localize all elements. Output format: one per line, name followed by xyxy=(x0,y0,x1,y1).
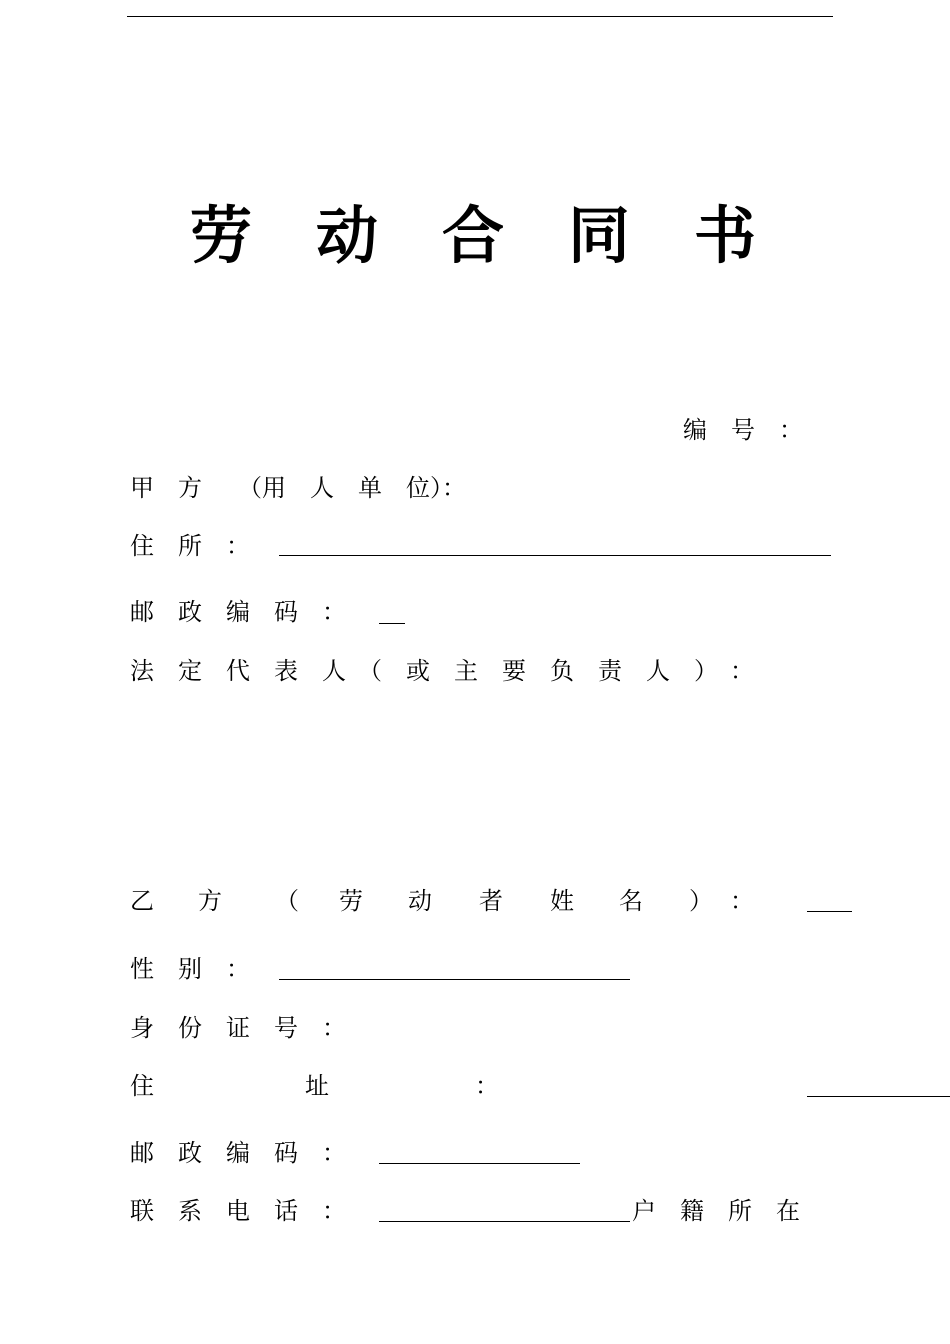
party-a-legal-rep-label: 法 定 代 表 人 （ 或 主 要 负 责 人 ） ： xyxy=(130,657,754,685)
party-b-heading-char: 乙 xyxy=(130,887,154,915)
party-b-heading-char: 劳 xyxy=(339,887,363,915)
party-b-address-char: 住 xyxy=(130,1072,154,1100)
party-a-postal-label: 邮 政 编 码 ： xyxy=(130,598,346,626)
party-a-heading: 甲 方 （用 人 单 位）： xyxy=(130,474,466,502)
contract-number-label: 编 号 ： xyxy=(683,416,803,444)
title-char: 书 xyxy=(694,199,757,272)
party-b-gender-field[interactable] xyxy=(279,979,630,980)
party-b-id-label: 身 份 证 号 ： xyxy=(130,1014,346,1042)
title-char: 劳 xyxy=(190,199,253,272)
party-b-address-char: ： xyxy=(475,1072,499,1100)
party-b-heading-char: ： xyxy=(730,887,754,915)
party-b-gender-label: 性 别 ： xyxy=(130,955,250,983)
party-a-address-label: 住 所 ： xyxy=(130,532,250,560)
top-rule xyxy=(127,16,833,17)
party-b-phone-label: 联 系 电 话 ： xyxy=(130,1197,346,1225)
party-b-address-char: 址 xyxy=(305,1072,329,1100)
party-b-heading-char: （ xyxy=(275,887,299,915)
title-char: 动 xyxy=(316,199,379,272)
party-b-heading-char: ） xyxy=(689,887,713,915)
title-char: 合 xyxy=(442,199,505,272)
party-b-heading-char: 者 xyxy=(479,887,503,915)
party-b-household-label: 户 籍 所 在 xyxy=(632,1197,800,1225)
party-b-phone-field[interactable] xyxy=(379,1221,630,1222)
party-a-postal-field[interactable] xyxy=(379,623,405,624)
party-b-heading-char: 动 xyxy=(408,887,432,915)
title-char: 同 xyxy=(568,199,631,272)
party-b-heading-char: 方 xyxy=(198,887,222,915)
party-b-heading-char: 名 xyxy=(619,887,643,915)
party-b-name-field[interactable] xyxy=(807,911,852,912)
party-b-address-field[interactable] xyxy=(807,1096,950,1097)
party-a-address-field[interactable] xyxy=(279,555,831,556)
party-b-heading-char: 姓 xyxy=(550,887,574,915)
party-b-postal-label: 邮 政 编 码 ： xyxy=(130,1139,346,1167)
party-b-postal-field[interactable] xyxy=(379,1163,580,1164)
